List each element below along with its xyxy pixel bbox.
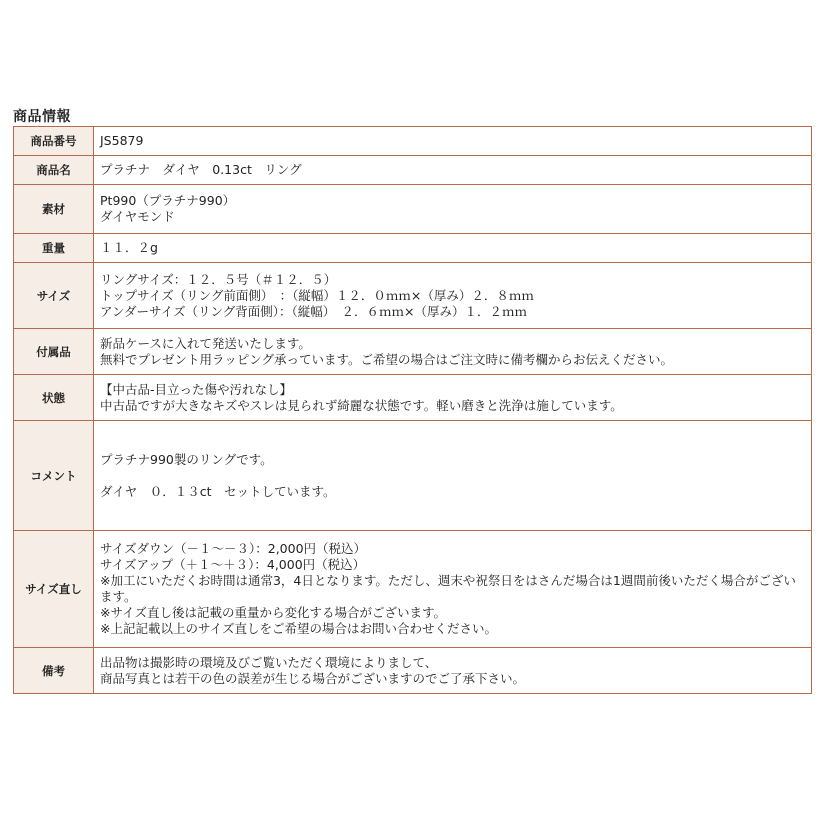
value-size — [94, 263, 812, 329]
value-item-name — [94, 156, 812, 185]
comment-line: プラチナ990製のリングです。 — [100, 451, 273, 467]
table-row-weight — [14, 234, 812, 263]
section-title: 商品情報 — [13, 109, 71, 125]
accessories-line: 無料でプレゼント用ラッピング承っています。ご希望の場合はご注文時に備考欄からお伝えください。 — [100, 351, 674, 367]
value-notes — [94, 648, 812, 694]
size-line: トップサイズ（リング前面側） ：（縦幅）１２．０ｍｍ×（厚み）２．８ｍｍ — [100, 287, 534, 303]
label-material: 素材 — [14, 185, 94, 234]
table-row-item-number — [14, 127, 812, 156]
label-notes: 備考 — [14, 648, 94, 694]
label-weight: 重量 — [14, 234, 94, 263]
resize-line: サイズダウン（－１～－３）：2,000円（税込） — [100, 541, 367, 556]
value-item-number — [94, 127, 812, 156]
condition-line: 中古品ですが大きなキズやスレは見られず綺麗な状態です。軽い磨きと洗浄は施しています。 — [100, 397, 623, 413]
label-resize: サイズ直し — [14, 531, 94, 648]
value-weight — [94, 234, 812, 263]
label-item-name: 商品名 — [14, 156, 94, 185]
notes-line: 商品写真とは若干の色の誤差が生じる場合がございますのでご了承下さい。 — [100, 670, 526, 686]
table-row-material — [14, 185, 812, 234]
resize-line: サイズアップ（＋１～＋３）：4,000円（税込） — [100, 557, 366, 572]
table-row-notes — [14, 648, 812, 694]
size-line: アンダーサイズ（リング背面側）：（縦幅） ２．６ｍｍ×（厚み）１．２ｍｍ — [100, 303, 527, 319]
notes-line: 出品物は撮影時の環境及びご覧いただく環境によりまして、 — [100, 654, 438, 670]
label-comment: コメント — [14, 421, 94, 531]
label-size: サイズ — [14, 263, 94, 329]
label-condition: 状態 — [14, 375, 94, 421]
condition-line: 【中古品-目立った傷や汚れなし】 — [100, 381, 293, 397]
weight-text: １１．２g — [100, 240, 158, 255]
table-row-size — [14, 263, 812, 329]
resize-line: ※加工にいただくお時間は通常3，4日となります。ただし、週末や祝祭日をはさんだ場合は1週間前後いただく場合がございます。 — [100, 573, 796, 604]
size-line: リングサイズ：１２．５号（＃１２．５） — [100, 271, 337, 287]
value-resize — [94, 531, 812, 648]
comment-line: ダイヤ ０．１３ct セットしています。 — [100, 483, 336, 499]
product-info-table — [13, 126, 812, 694]
item-name-text: プラチナ ダイヤ 0.13ct リング — [100, 162, 302, 177]
table-row-condition — [14, 375, 812, 421]
label-item-number: 商品番号 — [14, 127, 94, 156]
table-row-comment — [14, 421, 812, 531]
comment-spacer — [100, 468, 805, 484]
item-number-text: JS5879 — [100, 133, 144, 148]
material-line: ダイヤモンド — [100, 209, 175, 224]
value-material — [94, 185, 812, 234]
table-row-item-name — [14, 156, 812, 185]
table-row-accessories — [14, 329, 812, 375]
value-comment — [94, 421, 812, 531]
label-accessories: 付属品 — [14, 329, 94, 375]
value-accessories — [94, 329, 812, 375]
resize-line: ※サイズ直し後は記載の重量から変化する場合がございます。 — [100, 605, 446, 620]
resize-line: ※上記記載以上のサイズ直しをご希望の場合はお問い合わせください。 — [100, 621, 497, 636]
table-row-resize — [14, 531, 812, 648]
material-line: Pt990（プラチナ990） — [100, 193, 236, 208]
value-condition — [94, 375, 812, 421]
accessories-line: 新品ケースに入れて発送いたします。 — [100, 335, 311, 351]
